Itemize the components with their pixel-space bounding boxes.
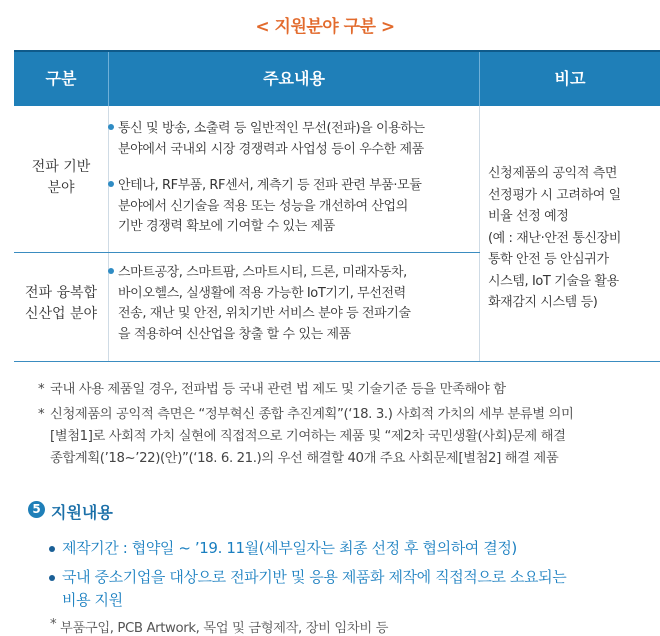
bullet-icon (108, 268, 114, 274)
bullet-icon (49, 546, 55, 552)
note-line: 국내 사용 제품일 경우, 전파법 등 국내 관련 법 제도 및 기술기준 등을 만족해야 함 (50, 382, 506, 397)
table-bottom-line (14, 361, 660, 362)
bullet-icon (108, 124, 114, 130)
content-line: 분야에서 국내외 시장 경쟁력과 사업성 등이 우수한 제품 (118, 141, 424, 157)
remarks-line: 신청제품의 공익적 측면 (488, 166, 618, 181)
bullet-icon (49, 575, 55, 581)
content-item (118, 119, 470, 160)
number-circle-icon: 5 (28, 501, 45, 518)
note (38, 379, 506, 401)
support-item (62, 566, 566, 612)
remarks-line: (예 : 재난·안전 통신장비 (488, 230, 622, 246)
row-category (14, 157, 108, 199)
content-item (118, 176, 470, 238)
bullet-icon (108, 181, 114, 187)
content-line: 안테나, RF부품, RF센서, 계측기 등 전파 관련 부품·모듈 (118, 178, 422, 193)
table-header (14, 50, 660, 106)
content-line: 바이오헬스, 실생활에 적용 가능한 IoT기기, 무선전력 (118, 285, 406, 301)
category-line: 전파 융복합 (24, 285, 98, 301)
category-line: 전파 기반 (31, 159, 91, 175)
column-divider (108, 106, 109, 362)
remarks-cell (488, 163, 646, 314)
content-line: 기반 경쟁력 확보에 기여할 수 있는 제품 (118, 219, 335, 234)
note-marker: * (38, 382, 45, 397)
content-line: 스마트공장, 스마트팜, 스마트시티, 드론, 미래자동차, (118, 265, 407, 280)
support-line: 국내 중소기업을 대상으로 전파기반 및 응용 제품화 제작에 직접적으로 소요되는 (62, 568, 567, 586)
category-line: 분야 (47, 180, 75, 196)
content-line: 분야에서 신기술을 적용 또는 성능을 개선하여 산업의 (118, 198, 408, 214)
row-divider (14, 252, 480, 253)
support-line: 비용 지원 (62, 591, 123, 609)
content-line: 전송, 재난 및 안전, 위치기반 서비스 분야 등 전파기술 (118, 306, 411, 321)
header-remarks: 비고 (554, 69, 586, 88)
note-line: 신청제품의 공익적 측면은 “정부혁신 종합 추진계획”(‘18. 3.) 사회적 가치의 세부 분류별 의미 (50, 407, 574, 422)
remarks-line: 통학 안전 등 안심귀가 (488, 252, 609, 267)
note-line: [별첨1]로 사회적 가치 실현에 직접적으로 기여하는 제품 및 “제2차 국민생활(사회)문제 해결 (50, 429, 566, 444)
row-category (14, 283, 108, 325)
support-item (62, 537, 517, 560)
footnote (50, 617, 389, 636)
content-line: 을 적용하여 신산업을 창출 할 수 있는 제품 (118, 326, 351, 342)
header-content: 주요내용 (263, 69, 325, 88)
note-marker: * (50, 617, 57, 632)
page-title: < 지원분야 구분 > (255, 17, 395, 37)
category-line: 신산업 분야 (24, 306, 98, 322)
note-marker: * (38, 407, 45, 422)
note-line: 종합계획(’18~’22)(안)”(‘18. 6. 21.)의 우선 해결할 40개 주요 사회문제[별첨2] 해결 제품 (50, 451, 559, 466)
header-category: 구분 (45, 69, 77, 88)
remarks-line: 시스템, IoT 기술을 활용 (488, 273, 619, 289)
footnote-text: 부품구입, PCB Artwork, 목업 및 금형제작, 장비 임차비 등 (60, 621, 389, 636)
content-item (118, 263, 470, 345)
content-line: 통신 및 방송, 소출력 등 일반적인 무선(전파)을 이용하는 (118, 121, 425, 136)
remarks-line: 선정평가 시 고려하여 일 (488, 187, 621, 203)
section-label: 지원내용 (51, 503, 113, 522)
support-line: 제작기간 : 협약일 ~ ’19. 11월(세부일자는 최종 선정 후 협의하여 결정) (62, 539, 517, 557)
note (38, 404, 574, 470)
column-divider (479, 106, 480, 362)
remarks-line: 화재감지 시스템 등) (488, 295, 598, 310)
remarks-line: 비율 선정 예정 (488, 209, 569, 224)
